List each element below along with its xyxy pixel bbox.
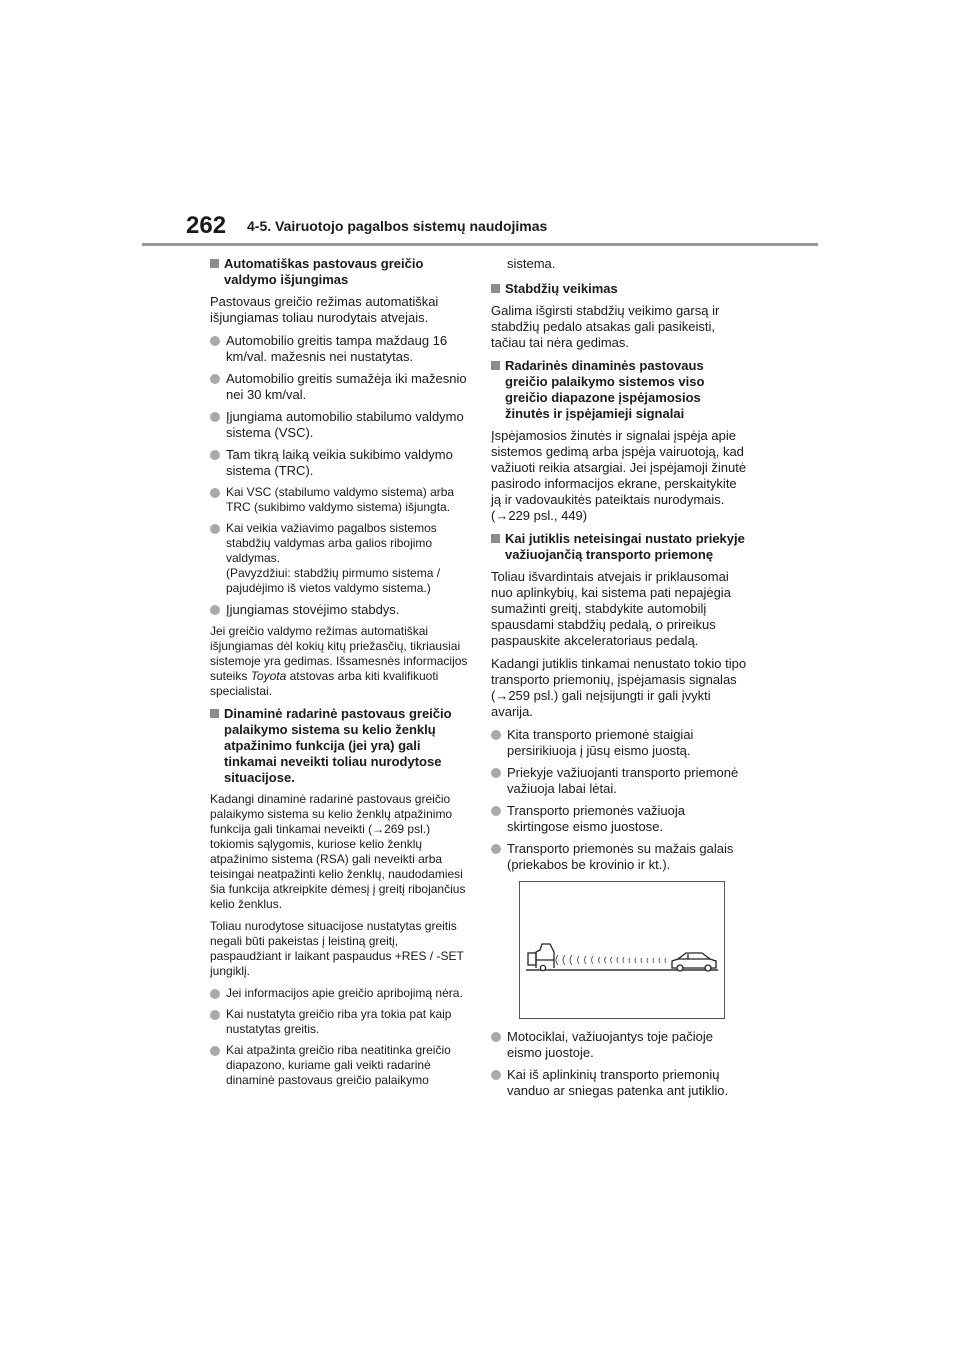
round-bullet-icon — [210, 524, 220, 534]
paragraph: Toliau išvardintais atvejais ir priklausomai nuo aplinkybių, kai sistema pati nepajėgia sumažinti greitį, stabdykite automobilį spausdami stabdžių pedalą, o prireikus paspauskite akceleratoriaus pedalą. — [491, 569, 731, 648]
square-bullet-icon — [210, 709, 219, 718]
round-bullet-icon — [210, 1046, 220, 1056]
square-bullet-icon — [491, 361, 500, 370]
note-paragraph: Jei greičio valdymo režimas automatiškai išjungiamas dėl kokių kitų priežasčių, tikriausiai sistemoje yra gedimas. Išsamesnės informacijos suteiks Toyota atstovas arba kiti kvalifikuoti specialistai. — [210, 624, 468, 698]
list-item: Kita transporto priemonė staigiai persirikiuoja į jūsų eismo juostą. — [491, 727, 749, 759]
list-item: Jei informacijos apie greičio apribojimą nėra. — [210, 986, 472, 1001]
round-bullet-icon — [210, 1010, 220, 1020]
round-bullet-icon — [210, 989, 220, 999]
list-item: Automobilio greitis tampa maždaug 16 km/val. mažesnis nei nustatytas. — [210, 333, 472, 365]
list-item: Kai iš aplinkinių transporto priemonių vanduo ar sniegas patenka ant jutiklio. — [491, 1067, 749, 1099]
paragraph: Kadangi jutiklis tinkamai nenustato tokio tipo transporto priemonių, įspėjamasis signalas (→259 psl.) gali neįsijungti ir gali įvykti avarija. — [491, 656, 747, 719]
square-bullet-icon — [491, 284, 500, 293]
round-bullet-icon — [491, 806, 501, 816]
paragraph: Kadangi dinaminė radarinė pastovaus greičio palaikymo sistema su kelio ženklų atpažinimo funkcija gali tinkamai neveikti (→269 psl.) tokiomis sąlygomis, kuriose kelio ženklų atpažinimo sistema (RSA) gali neveikti arba teisingai neatpažinti kelio ženklų, naudodamiesi šia funkcija atkreipkite dėmesį į greitį ribojančius kelio ženklus. — [210, 792, 466, 911]
round-bullet-icon — [491, 1032, 501, 1042]
list-item: Kai veikia važiavimo pagalbos sistemos stabdžių valdymas arba galios ribojimo valdymas. (Pavyzdžiui: stabdžių pirmumo sistema / pajudėjimo iš vietos valdymo sistema.) — [210, 521, 472, 596]
section-heading-text: Automatiškas pastovaus greičio valdymo išjungimas — [224, 256, 424, 287]
round-bullet-icon — [491, 1070, 501, 1080]
round-bullet-icon — [491, 768, 501, 778]
round-bullet-icon — [491, 730, 501, 740]
list-item: Transporto priemonės su mažais galais (priekabos be krovinio ir kt.). — [491, 841, 749, 873]
round-bullet-icon — [491, 844, 501, 854]
radar-waves — [556, 955, 666, 965]
section-heading-text: Kai jutiklis neteisingai nustato priekyje važiuojančią transporto priemonę — [505, 531, 745, 562]
truck-and-car-radar-illustration — [519, 881, 725, 1019]
paragraph: Toliau nurodytose situacijose nustatytas greitis negali būti pakeistas į leistiną greitį, paspaudžiant ir laikant paspaudus +RES / -SET jungiklį. — [210, 919, 464, 978]
section-heading-text: Stabdžių veikimas — [505, 281, 618, 296]
round-bullet-icon — [210, 450, 220, 460]
list-item: Motociklai, važiuojantys toje pačioje eismo juostoje. — [491, 1029, 749, 1061]
paragraph: Galima išgirsti stabdžių veikimo garsą ir stabdžių pedalo atsakas gali pasikeisti, tačiau tai nėra gedimas. — [491, 303, 720, 350]
page-number: 262 — [186, 212, 227, 239]
list-item: Tam tikrą laiką veikia sukibimo valdymo sistema (TRC). — [210, 447, 472, 479]
square-bullet-icon — [210, 259, 219, 268]
brand-name: Toyota — [250, 669, 287, 683]
right-column — [491, 256, 749, 1105]
square-bullet-icon — [491, 534, 500, 543]
round-bullet-icon — [210, 412, 220, 422]
list-item: Kai atpažinta greičio riba neatitinka greičio diapazono, kuriame gali veikti radarinė dinaminė pastovaus greičio palaikymo — [210, 1043, 472, 1088]
section-heading-brakes — [491, 281, 749, 297]
list-item: Įjungiamas stovėjimo stabdys. — [210, 602, 472, 618]
round-bullet-icon — [210, 605, 220, 615]
paragraph: Pastovaus greičio režimas automatiškai išjungiamas toliau nurodytais atvejais. — [210, 294, 439, 325]
list-item: Transporto priemonės važiuoja skirtingose eismo juostose. — [491, 803, 749, 835]
section-heading-text: Dinaminė radarinė pastovaus greičio palaikymo sistema su kelio ženklų atpažinimo funkcija (jei yra) gali tinkamai neveikti toliau nurodytose situacijose. — [224, 706, 452, 785]
section-heading-sensor — [491, 531, 749, 563]
list-item: Priekyje važiuojanti transporto priemonė važiuoja labai lėtai. — [491, 765, 749, 797]
section-heading-auto-cancel — [210, 256, 472, 288]
car-icon — [672, 953, 716, 971]
list-item: Automobilio greitis sumažėja iki mažesnio nei 30 km/val. — [210, 371, 472, 403]
continued-text: sistema. — [507, 256, 556, 271]
section-heading-rsa — [210, 706, 472, 786]
chapter-title: 4-5. Vairuotojo pagalbos sistemų naudojimas — [247, 218, 548, 234]
paragraph: Įspėjamosios žinutės ir signalai įspėja apie sistemos gedimą arba įspėja vairuotoją, kad važiuoti reikia atsargiai. Jei įspėjamoji žinutė pasirodo informacijos ekrane, perskaitykite ją ir vadovaukitės pateiktais nurodymais. (→229 psl., 449) — [491, 428, 747, 523]
truck-icon — [528, 944, 554, 971]
section-heading-warnings — [491, 358, 749, 422]
round-bullet-icon — [210, 336, 220, 346]
round-bullet-icon — [210, 488, 220, 498]
section-heading-text: Radarinės dinaminės pastovaus greičio palaikymo sistemos viso greičio diapazone įspėjamosios žinutės ir įspėjamieji signalai — [505, 358, 705, 421]
list-item: Įjungiama automobilio stabilumo valdymo sistema (VSC). — [210, 409, 472, 441]
list-item: Kai VSC (stabilumo valdymo sistema) arba TRC (sukibimo valdymo sistema) išjungta. — [210, 485, 472, 515]
list-item: Kai nustatyta greičio riba yra tokia pat kaip nustatytas greitis. — [210, 1007, 472, 1037]
illustration-svg — [520, 882, 724, 1018]
header-rule — [142, 243, 818, 246]
round-bullet-icon — [210, 374, 220, 384]
left-column — [210, 256, 472, 1094]
